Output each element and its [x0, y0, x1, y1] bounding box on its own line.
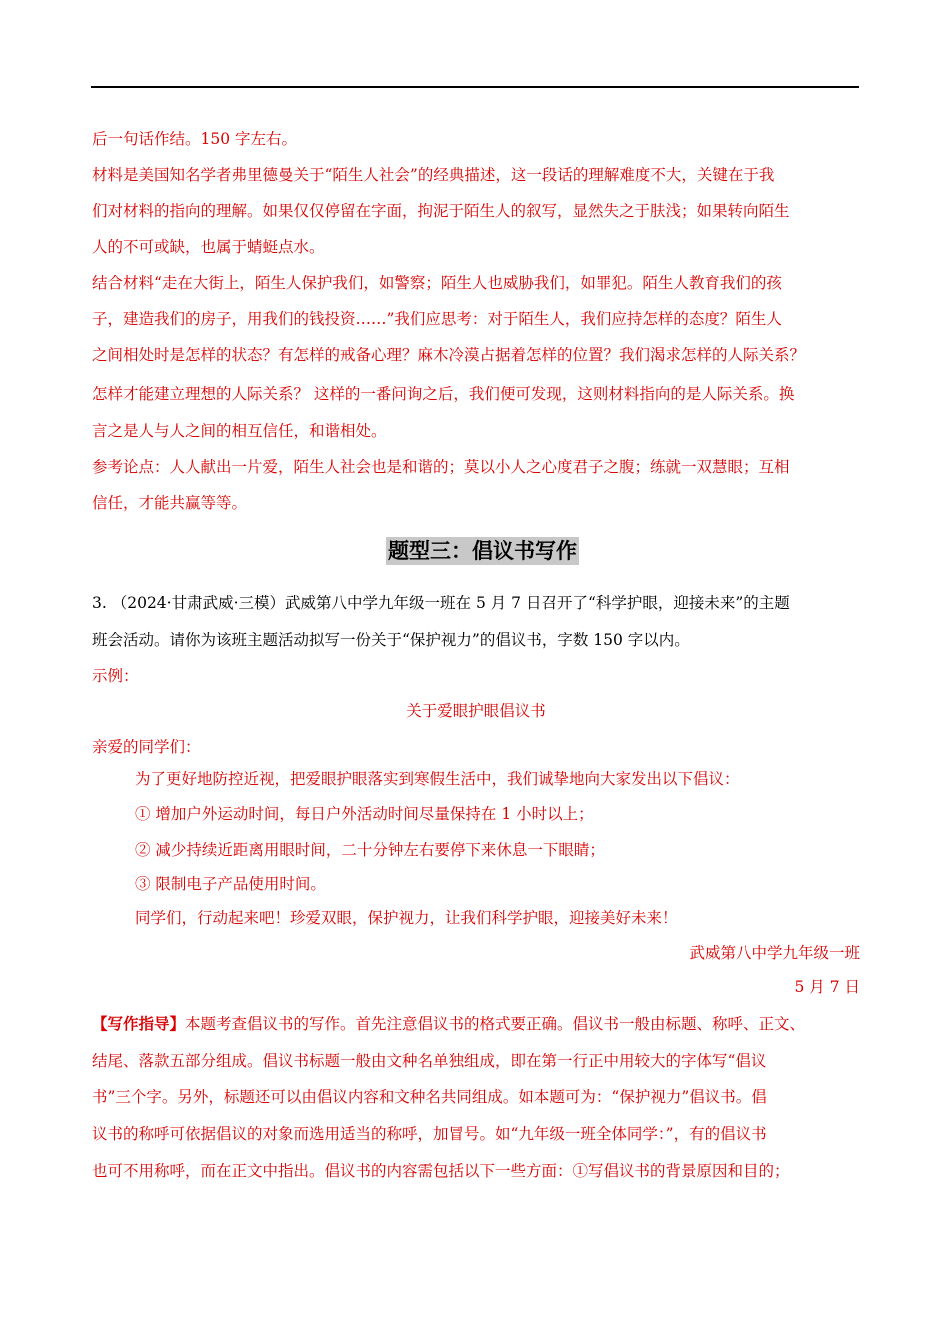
example-body-line: ① 增加户外运动时间，每日户外活动时间尽量保持在 1 小时以上； [135, 805, 594, 823]
paragraph-line: 之间相处时是怎样的状态？有怎样的戒备心理？麻木冷漠占据着怎样的位置？我们渴求怎样的人际关系？ [92, 346, 806, 364]
paragraph-line: 结合材料“走在大街上，陌生人保护我们，如警察；陌生人也威胁我们，如罪犯。陌生人教育我们的孩 [92, 274, 782, 292]
paragraph-line: 言之是人与人之间的相互信任，和谐相处。 [92, 422, 387, 440]
paragraph-line: 材料是美国知名学者弗里德曼关于“陌生人社会”的经典描述，这一段话的理解难度不大，关键在于我 [92, 166, 775, 184]
guide-text: 本题考查倡议书的写作。首先注意倡议书的格式要正确。倡议书一般由标题、称呼、正文、 [185, 1015, 806, 1033]
example-body-line: ③ 限制电子产品使用时间。 [135, 875, 326, 893]
example-body-line: 为了更好地防控近视，把爱眼护眼落实到寒假生活中，我们诚挚地向大家发出以下倡议： [135, 770, 740, 788]
guide-line: 议书的称呼可依据倡议的对象而选用适当的称呼，加冒号。如“九年级一班全体同学：”，有的倡议书 [92, 1125, 767, 1143]
paragraph-line: 信任，才能共赢等等。 [92, 494, 248, 512]
example-label: 示例： [92, 667, 139, 685]
paragraph-line: 们对材料的指向的理解。如果仅仅停留在字面，拘泥于陌生人的叙写，显然失之于肤浅；如果转向陌生 [92, 202, 790, 220]
paragraph-line: 怎样才能建立理想的人际关系？ 这样的一番问询之后，我们便可发现，这则材料指向的是人际关系。换 [92, 385, 795, 403]
guide-line: 书”三个字。另外，标题还可以由倡议内容和文种名共同组成。如本题可为：“保护视力”倡议书。倡 [92, 1088, 767, 1106]
example-body-line: 同学们，行动起来吧！珍爱双眼，保护视力，让我们科学护眼，迎接美好未来！ [135, 909, 678, 927]
paragraph-line: 子，建造我们的房子，用我们的钱投资……”我们应思考：对于陌生人，我们应持怎样的态度？陌生人 [92, 310, 782, 328]
paragraph-line: 人的不可或缺，也属于蜻蜓点水。 [92, 238, 325, 256]
example-title: 关于爱眼护眼倡议书 [406, 702, 546, 720]
question-line: 3. （2024·甘肃武威·三模）武威第八中学九年级一班在 5 月 7 日召开了“科学护眼，迎接未来”的主题 [92, 594, 790, 612]
example-date: 5 月 7 日 [794, 978, 860, 996]
guide-line: 也可不用称呼，而在正文中指出。倡议书的内容需包括以下一些方面：①写倡议书的背景原因和目的； [92, 1162, 790, 1180]
section-heading: 题型三：倡议书写作 [388, 539, 577, 563]
example-salutation: 亲爱的同学们： [92, 738, 201, 756]
guide-line [92, 1014, 860, 1034]
guide-line: 结尾、落款五部分组成。倡议书标题一般由文种名单独组成，即在第一行正中用较大的字体写“倡议 [92, 1052, 767, 1070]
guide-label: 【写作指导】 [92, 1014, 186, 1033]
paragraph-line: 后一句话作结。150 字左右。 [92, 130, 298, 148]
question-line: 班会活动。请你为该班主题活动拟写一份关于“保护视力”的倡议书，字数 150 字以内。 [92, 631, 690, 649]
example-body-line: ② 减少持续近距离用眼时间，二十分钟左右要停下来休息一下眼睛； [135, 841, 605, 859]
example-signature: 武威第八中学九年级一班 [689, 944, 860, 962]
header-rule [91, 86, 859, 88]
paragraph-line: 参考论点：人人献出一片爱，陌生人社会也是和谐的；莫以小人之心度君子之腹；练就一双慧眼；互相 [92, 458, 790, 476]
